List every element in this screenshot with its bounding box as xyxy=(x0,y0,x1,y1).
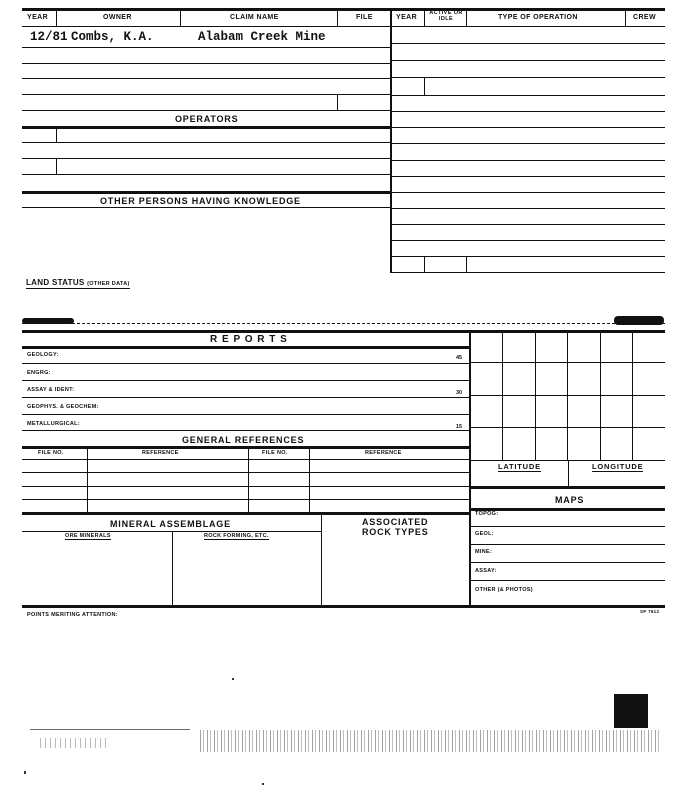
col-sep xyxy=(568,460,569,486)
col-sep xyxy=(625,8,626,26)
form-id: SP 7612 xyxy=(640,609,660,614)
row-line xyxy=(22,430,469,431)
col-sep xyxy=(87,446,88,512)
grid-row xyxy=(469,427,665,428)
row-line xyxy=(22,486,469,487)
ref-col-file-no-1: FILE NO. xyxy=(38,450,64,456)
maps-assay-label: ASSAY: xyxy=(475,568,497,574)
report-assay-label: ASSAY & IDENT: xyxy=(27,387,75,393)
row-line xyxy=(390,127,665,128)
row-line xyxy=(22,158,390,159)
header-crew: CREW xyxy=(633,14,656,21)
center-divider xyxy=(390,8,392,272)
entry-year: 12/81 xyxy=(30,30,68,44)
col-sep xyxy=(424,8,425,26)
header-active-or-idle: ACTIVE OR IDLE xyxy=(429,10,463,22)
col-sep xyxy=(424,256,425,272)
reports-heading: R E P O R T S xyxy=(210,334,288,345)
row-line xyxy=(22,380,469,381)
row-line xyxy=(22,78,390,79)
col-sep xyxy=(337,8,338,26)
report-metallurgical-label: METALLURGICAL: xyxy=(27,421,80,427)
col-sep xyxy=(56,126,57,142)
col-sep xyxy=(248,446,249,512)
maps-topog-label: TOPOG: xyxy=(475,511,499,517)
report-assay-num: 30 xyxy=(456,390,463,396)
ref-col-reference-2: REFERENCE xyxy=(365,450,402,456)
row-line xyxy=(22,397,469,398)
scan-speck xyxy=(24,771,26,774)
row-line xyxy=(22,63,390,64)
header-file: FILE xyxy=(356,14,373,21)
row-line xyxy=(390,272,665,273)
rule-bottom xyxy=(22,605,665,608)
rule-reports-head xyxy=(22,346,469,349)
grid-row xyxy=(469,460,665,461)
header-owner: OWNER xyxy=(103,14,132,21)
scan-noise-line xyxy=(30,729,190,730)
entry-owner: Combs, K.A. xyxy=(71,30,154,44)
land-status-note: (OTHER DATA) xyxy=(87,281,130,287)
points-meriting-attention-label: POINTS MERITING ATTENTION: xyxy=(27,612,118,618)
row-line xyxy=(22,47,390,48)
rock-forming-label: ROCK FORMING, ETC. xyxy=(204,533,269,539)
row-line xyxy=(390,224,665,225)
associated-line1: ASSOCIATED xyxy=(362,517,429,527)
col-sep xyxy=(180,8,181,26)
scan-black-block xyxy=(614,694,648,728)
report-geology-label: GEOLOGY: xyxy=(27,352,59,358)
rule-operators xyxy=(22,126,390,129)
row-line xyxy=(22,110,390,111)
rule-top xyxy=(22,8,665,11)
row-line xyxy=(390,176,665,177)
grid-row xyxy=(469,362,665,363)
row-line xyxy=(469,544,665,545)
row-line xyxy=(469,562,665,563)
land-status-label xyxy=(26,278,130,289)
operators-heading: OPERATORS xyxy=(175,114,239,124)
general-references-heading: GENERAL REFERENCES xyxy=(182,435,305,445)
header-year-right: YEAR xyxy=(396,14,418,21)
scan-speck xyxy=(262,783,264,785)
land-status-title: LAND STATUS xyxy=(26,278,85,287)
row-line xyxy=(390,160,665,161)
row-line xyxy=(390,143,665,144)
entry-claim-name: Alabam Creek Mine xyxy=(198,30,326,44)
row-line xyxy=(390,256,665,257)
ref-col-file-no-2: FILE NO. xyxy=(262,450,288,456)
maps-geol-label: GEOL: xyxy=(475,531,494,537)
latitude-label: LATITUDE xyxy=(498,462,541,471)
scan-noise-band xyxy=(200,730,660,752)
row-line xyxy=(22,414,469,415)
row-line xyxy=(469,580,665,581)
header-year: YEAR xyxy=(27,14,49,21)
row-line xyxy=(390,77,665,78)
rule-dashed xyxy=(22,323,665,324)
row-line xyxy=(390,95,665,96)
scan-speck xyxy=(232,678,234,680)
col-sep xyxy=(466,256,467,272)
row-line xyxy=(390,43,665,44)
row-line xyxy=(22,363,469,364)
row-line xyxy=(390,208,665,209)
row-line xyxy=(22,459,469,460)
row-line xyxy=(390,111,665,112)
row-line xyxy=(22,207,390,208)
report-metallurgical-num: 15 xyxy=(456,424,463,430)
rule-maps xyxy=(469,486,665,489)
associated-line2: ROCK TYPES xyxy=(362,527,429,537)
scan-noise-speck xyxy=(40,738,110,748)
col-sep xyxy=(309,446,310,512)
col-sep xyxy=(56,8,57,26)
other-persons-heading: OTHER PERSONS HAVING KNOWLEDGE xyxy=(100,196,301,206)
maps-heading: MAPS xyxy=(555,495,585,505)
rule-other-persons xyxy=(22,191,390,194)
row-line xyxy=(22,499,469,500)
col-sep xyxy=(337,94,338,110)
row-line xyxy=(469,526,665,527)
row-line xyxy=(22,472,469,473)
header-claim-name: CLAIM NAME xyxy=(230,14,279,21)
col-sep xyxy=(466,8,467,26)
rule-mineral xyxy=(22,512,469,515)
report-engrg-label: ENGRG: xyxy=(27,370,51,376)
row-line xyxy=(390,240,665,241)
row-line xyxy=(390,60,665,61)
report-geology-num: 45 xyxy=(456,355,463,361)
row-line xyxy=(390,192,665,193)
rule-general-references xyxy=(22,446,469,449)
maps-mine-label: MINE: xyxy=(475,549,493,555)
col-sep xyxy=(321,512,322,606)
col-sep xyxy=(56,158,57,174)
longitude-label: LONGITUDE xyxy=(592,462,644,471)
grid-row xyxy=(469,395,665,396)
col-sep xyxy=(172,531,173,606)
rule-header-bottom xyxy=(22,26,665,27)
reports-right-divider xyxy=(469,330,471,606)
report-geophys-label: GEOPHYS. & GEOCHEM: xyxy=(27,404,99,410)
ref-col-reference-1: REFERENCE xyxy=(142,450,179,456)
rule-reports-top xyxy=(22,330,665,333)
header-type-of-operation: TYPE OF OPERATION xyxy=(498,14,578,21)
row-line xyxy=(22,94,390,95)
row-line xyxy=(22,142,390,143)
col-sep xyxy=(424,77,425,95)
mineral-assemblage-heading: MINERAL ASSEMBLAGE xyxy=(110,519,231,529)
ore-minerals-label: ORE MINERALS xyxy=(65,533,111,539)
maps-other-label: OTHER (& PHOTOS) xyxy=(475,587,533,593)
row-line xyxy=(22,174,390,175)
